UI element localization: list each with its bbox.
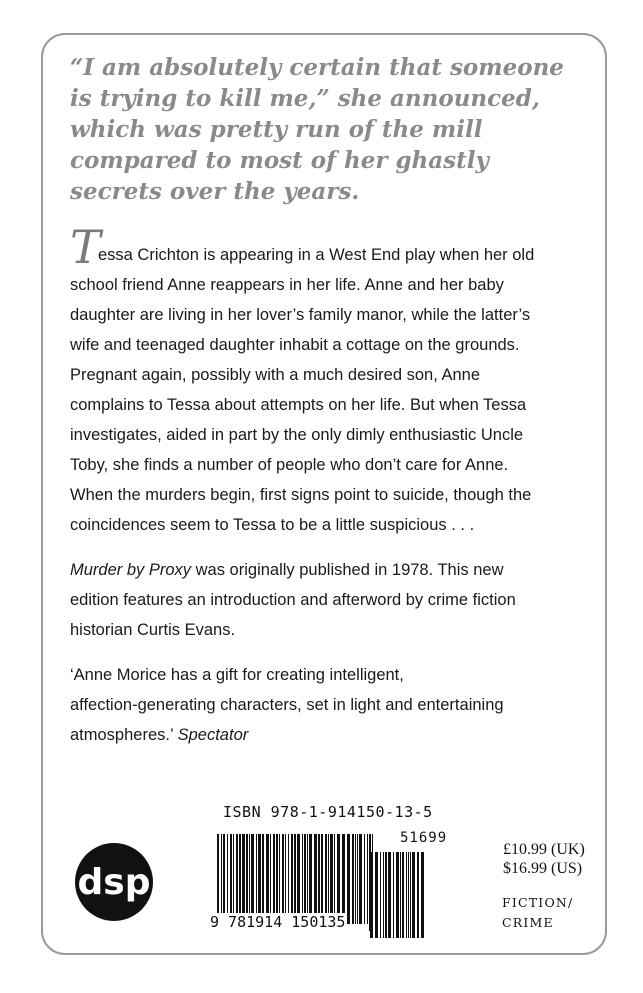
price-us: $16.99 (US) bbox=[503, 860, 583, 877]
barcode-bar bbox=[321, 834, 323, 924]
barcode-bar bbox=[388, 852, 391, 938]
pull-quote-line: secrets over the years. bbox=[70, 178, 360, 205]
barcode-bar bbox=[276, 834, 278, 924]
review-source: Spectator bbox=[177, 726, 249, 744]
book-title: Murder by Proxy bbox=[70, 561, 192, 579]
barcode-bar bbox=[325, 834, 327, 924]
barcode-bar bbox=[375, 852, 378, 938]
barcode-bar bbox=[383, 852, 384, 938]
pull-quote-line: “I am absolutely certain that someone bbox=[70, 54, 564, 81]
barcode-bar bbox=[342, 834, 345, 924]
barcode-bar bbox=[223, 834, 225, 924]
barcode-bar bbox=[285, 834, 286, 924]
barcode-bar bbox=[330, 834, 333, 924]
barcode-bar bbox=[352, 834, 354, 924]
barcode-bar bbox=[337, 834, 340, 924]
barcode-bar bbox=[355, 834, 356, 924]
publisher-logo-icon bbox=[74, 842, 154, 922]
barcode-bar bbox=[256, 834, 257, 924]
barcode-bar bbox=[251, 834, 254, 924]
barcode-bar bbox=[421, 852, 424, 938]
barcode-bar bbox=[307, 834, 308, 924]
publisher-logo-graphic bbox=[74, 842, 154, 922]
blurb-line: essa Crichton is appearing in a West End play when her old bbox=[98, 246, 535, 264]
publication-note-line: historian Curtis Evans. bbox=[70, 621, 236, 639]
barcode-ean-digits: 9 781914 150135 bbox=[210, 913, 346, 931]
blurb-line: When the murders begin, first signs point to suicide, though the bbox=[70, 486, 532, 504]
pull-quote-line: compared to most of her ghastly bbox=[70, 147, 489, 174]
review-line: affection-generating characters, set in light and entertaining bbox=[70, 696, 504, 714]
barcode-bar bbox=[309, 834, 312, 924]
barcode-bar bbox=[406, 852, 407, 938]
barcode-bar bbox=[370, 852, 373, 938]
review-line: ‘Anne Morice has a gift for creating intelligent, bbox=[70, 666, 404, 684]
barcode-bar bbox=[239, 834, 241, 924]
pull-quote bbox=[70, 52, 580, 207]
barcode-bar bbox=[400, 852, 401, 938]
barcode-bar bbox=[402, 852, 404, 938]
publication-note: Murder by Proxy was originally published in 1978. This new edition features an introduction and afterword by crime fiction historian Curtis Evans. bbox=[70, 555, 575, 645]
barcode-bar bbox=[417, 852, 419, 938]
category-line: CRIME bbox=[502, 915, 554, 930]
barcode-bar bbox=[367, 834, 368, 924]
barcode-bar bbox=[396, 852, 399, 938]
category-line: FICTION/ bbox=[502, 895, 574, 910]
barcode-bar bbox=[328, 834, 329, 924]
review-quote: ‘Anne Morice has a gift for creating intelligent, affection-generating characters, set in light and entertaining atmospheres.’ Spectator bbox=[70, 660, 575, 750]
barcode-bar bbox=[318, 834, 320, 924]
barcode-addon-code: 51699 bbox=[400, 830, 448, 846]
barcode-bar bbox=[282, 834, 284, 924]
barcode-bar bbox=[227, 834, 228, 924]
barcode-bar bbox=[347, 834, 350, 924]
price-uk: £10.99 (UK) bbox=[503, 841, 585, 858]
publication-note-line: edition features an introduction and afterword by crime fiction bbox=[70, 591, 516, 609]
blurb-line: wife and teenaged daughter inhabit a cottage on the grounds. bbox=[70, 336, 520, 354]
barcode-bar bbox=[357, 834, 358, 924]
barcode-bar bbox=[302, 834, 303, 924]
pull-quote-line: is trying to kill me,” she announced, bbox=[70, 85, 540, 112]
barcode-bar bbox=[266, 834, 269, 924]
barcode-bar bbox=[279, 834, 280, 924]
category-label bbox=[502, 893, 573, 933]
blurb-line: investigates, aided in part by the only dimly enthusiastic Uncle bbox=[70, 426, 524, 444]
blurb-line: daughter are living in her lover’s family manor, while the latter’s bbox=[70, 306, 531, 324]
barcode-bar bbox=[304, 834, 306, 924]
barcode-bar bbox=[385, 852, 387, 938]
barcode-bar bbox=[273, 834, 275, 924]
price-block bbox=[503, 840, 585, 878]
barcode-bar bbox=[393, 852, 394, 938]
barcode-bar bbox=[380, 852, 381, 938]
barcode-bar bbox=[236, 834, 238, 924]
barcode-bar bbox=[246, 834, 248, 924]
barcode-bar bbox=[364, 834, 365, 924]
barcode-bar bbox=[314, 834, 317, 924]
blurb-line: Toby, she finds a number of people who don’t care for Anne. bbox=[70, 456, 509, 474]
barcode-bar bbox=[412, 852, 415, 938]
barcode-bar bbox=[258, 834, 261, 924]
drop-cap: T bbox=[70, 220, 101, 274]
pull-quote-line: which was pretty run of the mill bbox=[70, 116, 483, 143]
blurb-line: coincidences seem to Tessa to be a little suspicious . . . bbox=[70, 516, 475, 534]
barcode-main-bars bbox=[217, 834, 375, 924]
barcode-bar bbox=[359, 834, 362, 924]
barcode-addon-bars bbox=[370, 852, 425, 938]
blurb-line: school friend Anne reappears in her life. Anne and her baby bbox=[70, 276, 504, 294]
publisher-logo-text: dsp bbox=[77, 862, 151, 903]
barcode-bar bbox=[408, 852, 409, 938]
barcode-bar bbox=[249, 834, 250, 924]
barcode-bar bbox=[334, 834, 335, 924]
barcode-bar bbox=[230, 834, 232, 924]
barcode-bar bbox=[410, 852, 411, 938]
barcode-bar bbox=[288, 834, 289, 924]
barcode-bar bbox=[233, 834, 234, 924]
barcode-bar bbox=[242, 834, 245, 924]
blurb-line: complains to Tessa about attempts on her life. But when Tessa bbox=[70, 396, 527, 414]
isbn-label: ISBN 978-1-914150-13-5 bbox=[223, 803, 433, 821]
barcode-bar bbox=[262, 834, 264, 924]
blurb-line: Pregnant again, possibly with a much desired son, Anne bbox=[70, 366, 481, 384]
barcode-bar bbox=[270, 834, 271, 924]
back-cover-body bbox=[70, 220, 575, 765]
blurb-paragraph bbox=[70, 220, 575, 540]
barcode-bar bbox=[297, 834, 300, 924]
